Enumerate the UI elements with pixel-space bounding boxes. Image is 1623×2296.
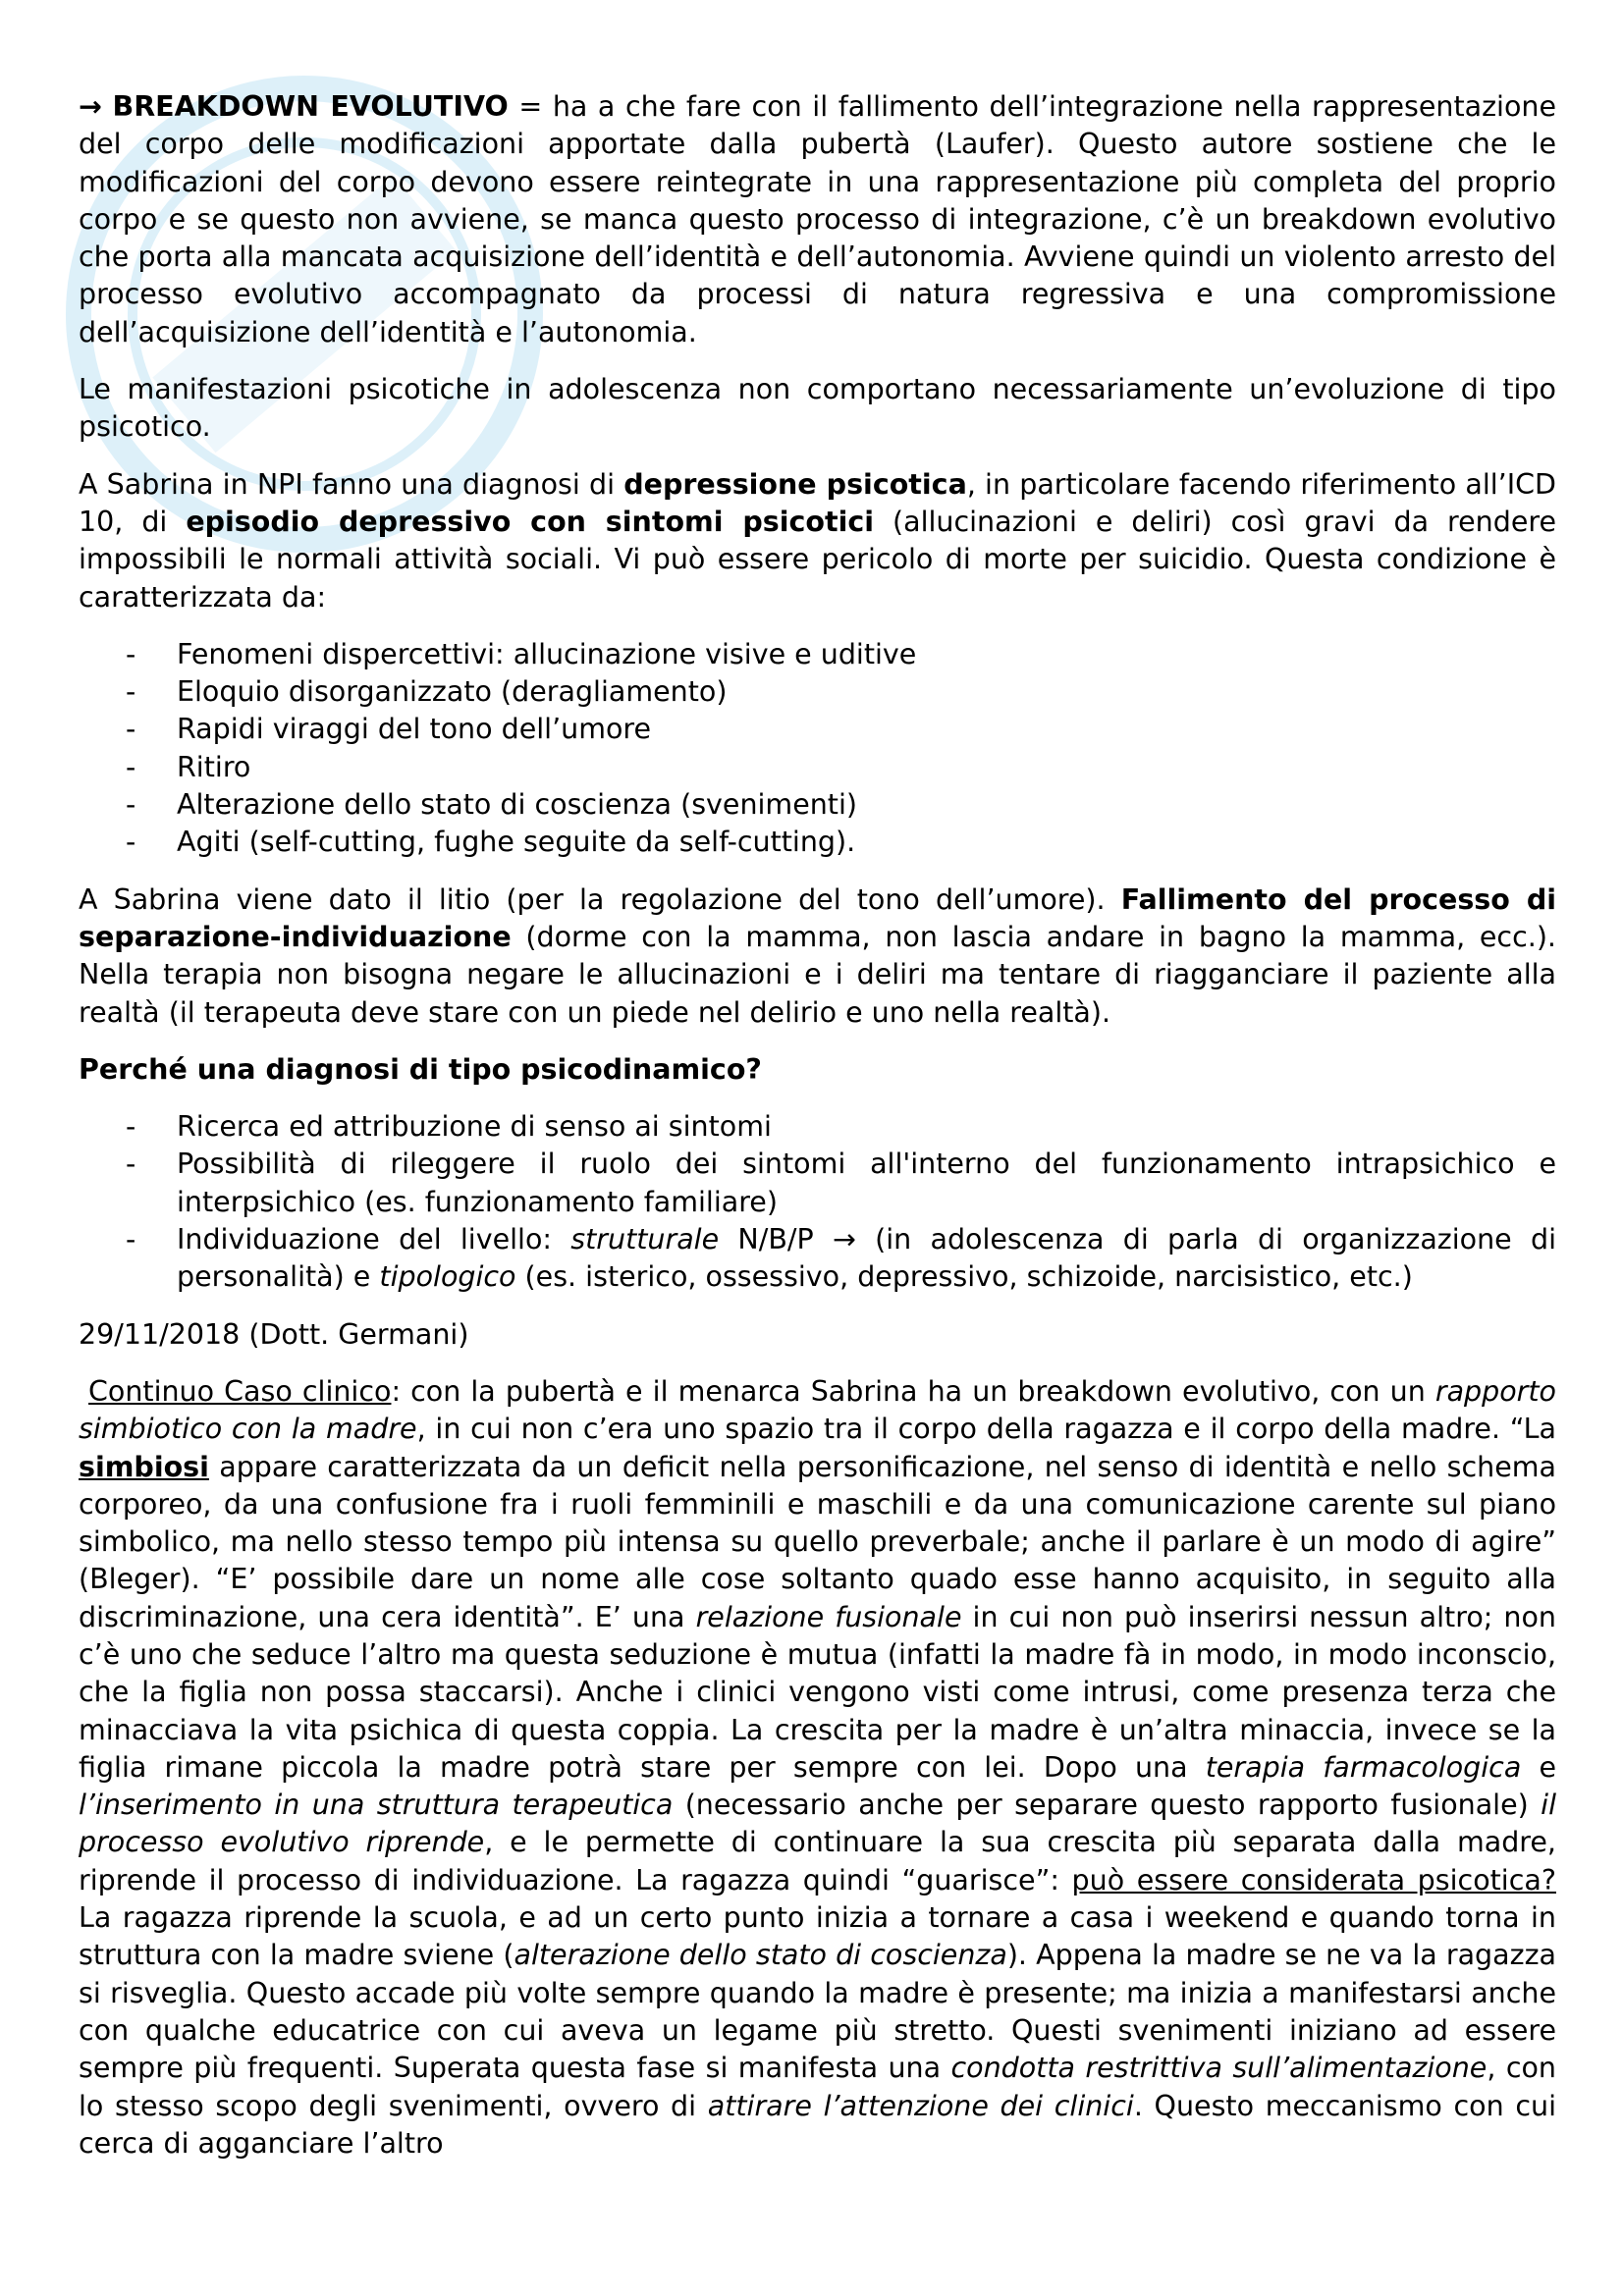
dash-bullet: - bbox=[126, 637, 136, 670]
text-span: A Sabrina viene dato il litio (per la regolazione del tono dell’umore). bbox=[79, 882, 1121, 916]
bold-span: Fallimento del processo di separazione-individuazione bbox=[79, 882, 1556, 953]
italic-span: attirare l’attenzione dei clinici bbox=[707, 2089, 1134, 2122]
list-item bbox=[79, 749, 1556, 786]
text-span: , in cui non c’era uno spazio tra il corpo della ragazza e il corpo della madre. “La bbox=[416, 1413, 1556, 1446]
italic-span: il processo evolutivo riprende bbox=[79, 1789, 1556, 1859]
list-item bbox=[79, 673, 1556, 711]
italic-span: condotta restrittiva sull’alimentazione bbox=[950, 2052, 1488, 2085]
list-item bbox=[79, 786, 1556, 824]
text-span: : con la pubertà e il menarca Sabrina ha un breakdown evolutivo, con un bbox=[391, 1374, 1435, 1408]
list-item-text: Fenomeni dispercettivi: allucinazione visive e uditive bbox=[177, 637, 917, 670]
list-item-text: Rapidi viraggi del tono dell’umore bbox=[177, 713, 652, 746]
breakdown-title: BREAKDOWN EVOLUTIVO bbox=[112, 90, 509, 123]
bold-span: episodio depressivo con sintomi psicotici bbox=[186, 505, 874, 538]
italic-span: strutturale bbox=[570, 1223, 720, 1256]
list-item bbox=[79, 1221, 1556, 1297]
text-span: , con lo stesso scopo degli svenimenti, ovvero di bbox=[79, 2052, 1557, 2122]
list-item-text: Ritiro bbox=[177, 750, 251, 783]
text-span: Individuazione del livello: bbox=[177, 1223, 571, 1256]
dash-bullet: - bbox=[126, 1223, 136, 1256]
italic-span: rapporto simbiotico con la madre bbox=[79, 1374, 1556, 1446]
text-span: ). Appena la madre se ne va la ragazza si risveglia. Questo accade più volte sempre quando la madre è presente; ma inizia a manifestarsi anche con qualche educatrice con cui aveva un legame più stretto. Questi svenimenti iniziano ad essere sempre più frequenti. Superata questa fase si manifesta una bbox=[79, 1939, 1556, 2085]
italic-span: alterazione dello stato di coscienza bbox=[514, 1939, 1007, 1972]
dash-bullet: - bbox=[126, 826, 136, 859]
paragraph-manifestazioni: Le manifestazioni psicotiche in adolescenza non comportano necessariamente un’evoluzione di tipo psicotico. bbox=[79, 373, 1556, 444]
text-span: La ragazza riprende la scuola, e ad un certo punto inizia a tornare a casa i weekend e quando torna in struttura con la madre sviene ( bbox=[79, 1901, 1556, 1972]
text-span: (necessario anche per separare questo rapporto fusionale) bbox=[673, 1789, 1542, 1822]
italic-span: l’inserimento in una struttura terapeutica bbox=[79, 1789, 674, 1822]
document-page bbox=[79, 88, 1556, 2182]
list-item bbox=[79, 636, 1556, 673]
list-item-text: Possibilità di rileggere il ruolo dei sintomi all'interno del funzionamento intrapsichico e interpsichico (es. funzionamento familiare) bbox=[177, 1148, 1556, 1218]
italic-span: terapia farmacologica bbox=[1205, 1750, 1522, 1784]
text-span: in cui non può inserirsi nessun altro; non c’è uno che seduce l’altro ma questa seduzione è mutua (infatti la madre fà in modo, in modo inconscio, che la figlia non possa staccarsi). Anche i clinici vengono visti come intrusi, come presenza terza che minacciava la vita psichica di questa coppia. La crescita per la madre è un’altra minaccia, invece se la figlia rimane piccola la madre potrà stare per sempre con lei. Dopo una bbox=[79, 1600, 1556, 1784]
text-span: , in particolare facendo riferimento all’ICD 10, di bbox=[79, 467, 1556, 538]
psychodynamic-list bbox=[79, 1108, 1556, 1296]
list-item bbox=[79, 1146, 1556, 1221]
list-item-text: Alterazione dello stato di coscienza (svenimenti) bbox=[177, 788, 858, 822]
list-item bbox=[79, 711, 1556, 748]
paragraph-diagnosi bbox=[79, 466, 1556, 616]
italic-span: tipologico bbox=[379, 1260, 516, 1294]
lecture-date: 29/11/2018 (Dott. Germani) bbox=[79, 1317, 469, 1351]
section-heading: Perché una diagnosi di tipo psicodinamico? bbox=[79, 1052, 762, 1086]
paragraph-litio bbox=[79, 881, 1556, 1032]
list-item-text: Ricerca ed attribuzione di senso ai sintomi bbox=[177, 1110, 772, 1144]
dash-bullet: - bbox=[126, 713, 136, 746]
paragraph-breakdown bbox=[79, 88, 1556, 351]
underlined-span: può essere considerata psicotica? bbox=[1071, 1863, 1556, 1896]
list-item-text: Agiti (self-cutting, fughe seguite da self-cutting). bbox=[177, 826, 856, 859]
underlined-span: Continuo Caso clinico bbox=[88, 1374, 392, 1408]
arrow-glyph: → bbox=[79, 90, 102, 123]
symptom-list bbox=[79, 636, 1556, 862]
text-span: A Sabrina in NPI fanno una diagnosi di bbox=[79, 467, 624, 501]
list-item bbox=[79, 824, 1556, 861]
text-span: , e le permette di continuare la sua crescita più separata dalla madre, riprende il processo di individuazione. La ragazza quindi “guarisce”: bbox=[79, 1826, 1556, 1896]
text-span: e bbox=[1521, 1750, 1556, 1784]
list-item-text: Eloquio disorganizzato (deragliamento) bbox=[177, 675, 728, 709]
bold-span: depressione psicotica bbox=[623, 467, 967, 501]
bold-underlined-span: simbiosi bbox=[79, 1450, 209, 1483]
dash-bullet: - bbox=[126, 750, 136, 783]
dash-bullet: - bbox=[126, 788, 136, 822]
text-span: (dorme con la mamma, non lascia andare in bagno la mamma, ecc.). Nella terapia non bisogna negare le allucinazioni e i deliri ma tentare di riagganciare il paziente alla realtà (il terapeuta deve stare con un piede nel delirio e uno nella realtà). bbox=[79, 920, 1556, 1029]
list-item bbox=[79, 1108, 1556, 1146]
dash-bullet: - bbox=[126, 1148, 136, 1181]
text-span: N/B/P → (in adolescenza di parla di organizzazione di personalità) e bbox=[177, 1223, 1556, 1294]
dash-bullet: - bbox=[126, 675, 136, 709]
text-span: (allucinazioni e deliri) così gravi da rendere impossibili le normali attività sociali. Vi può essere pericolo di morte per suicidio. Questa condizione è caratterizzata da: bbox=[79, 505, 1556, 614]
paragraph-caso-clinico bbox=[79, 1373, 1556, 2163]
dash-bullet: - bbox=[126, 1110, 136, 1144]
italic-span: relazione fusionale bbox=[695, 1600, 962, 1633]
breakdown-text: = ha a che fare con il fallimento dell’integrazione nella rappresentazione del corpo delle modificazioni apportate dalla pubertà (Laufer). Questo autore sostiene che le modificazioni del corpo devono essere reintegrate in una rappresentazione più completa del proprio corpo e se questo non avviene, se manca questo processo di integrazione, c’è un breakdown evolutivo che porta alla mancata acquisizione dell’identità e dell’autonomia. Avviene quindi un violento arresto del processo evolutivo accompagnato da processi di natura regressiva e una compromissione dell’acquisizione dell’identità e l’autonomia. bbox=[79, 90, 1556, 348]
text-span: appare caratterizzata da un deficit nella personificazione, nel senso di identità e nello schema corporeo, da una confusione fra i ruoli femminili e maschili e da una comunicazione carente sul piano simbolico, ma nello stesso tempo più intensa su quello preverbale; anche il parlare è un modo di agire” (Bleger). “E’ possibile dare un nome alle cose soltanto quado esse hanno acquisito, in seguito alla discriminazione, una cera identità”. E’ una bbox=[79, 1450, 1556, 1633]
text-span: (es. isterico, ossessivo, depressivo, schizoide, narcisistico, etc.) bbox=[515, 1260, 1413, 1294]
text-span: . Questo meccanismo con cui cerca di agganciare l’altro bbox=[79, 2089, 1556, 2160]
